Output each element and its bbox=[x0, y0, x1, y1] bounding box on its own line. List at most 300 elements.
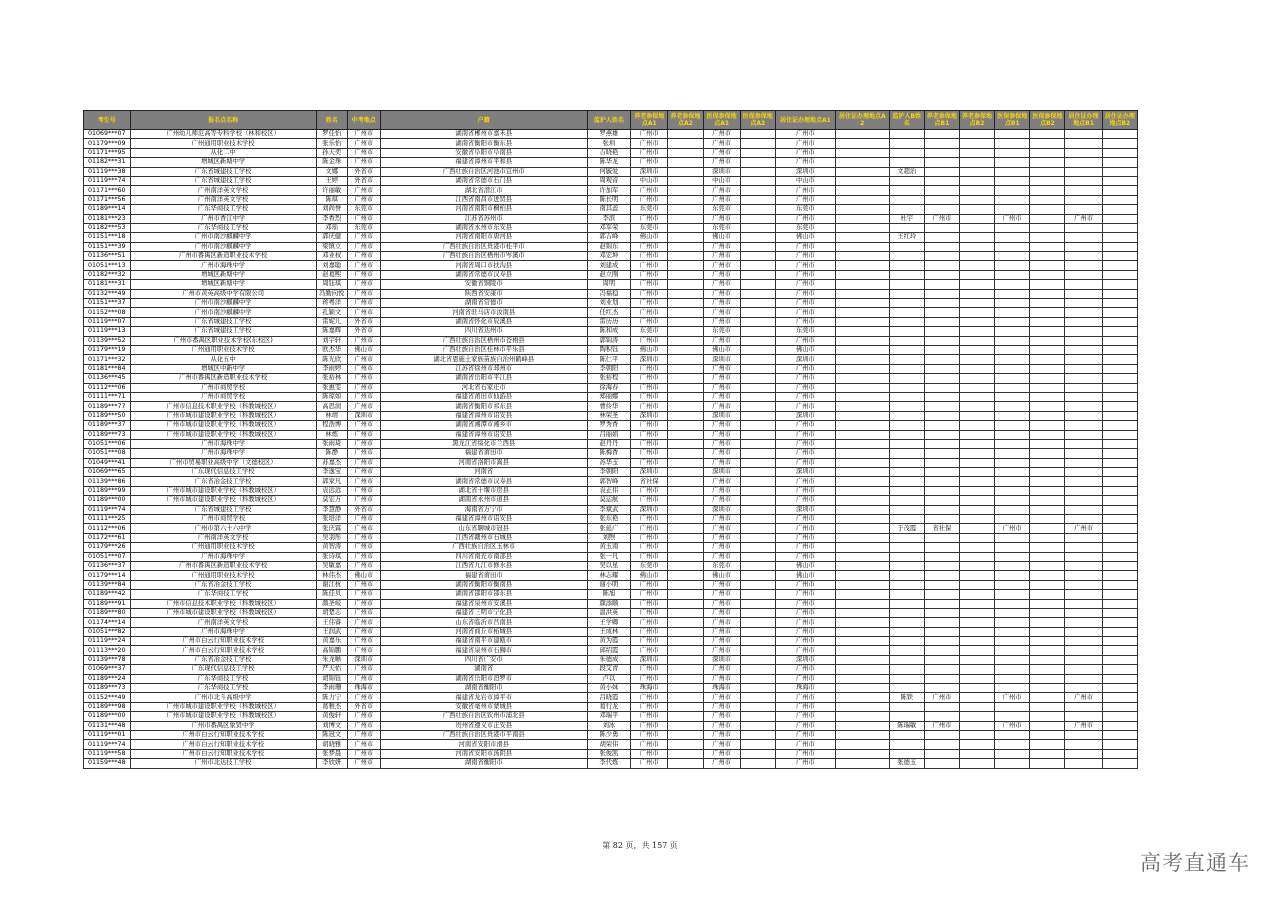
table-cell bbox=[995, 336, 1030, 345]
table-cell: 广州市 bbox=[347, 468, 380, 477]
table-cell bbox=[1030, 561, 1065, 570]
table-cell: 广州市 bbox=[775, 299, 835, 308]
table-cell: 广州市 bbox=[347, 261, 380, 270]
table-cell bbox=[924, 289, 959, 298]
table-cell: 广州市 bbox=[775, 637, 835, 646]
table-cell: 广州市 bbox=[347, 364, 380, 373]
table-cell bbox=[835, 496, 889, 505]
table-cell: 广州市 bbox=[631, 759, 668, 768]
table-cell: 广州市 bbox=[703, 402, 740, 411]
table-cell: 陈旭 bbox=[587, 590, 630, 599]
table-cell: 省社保 bbox=[924, 524, 959, 533]
table-cell bbox=[740, 176, 775, 185]
table-cell: 安徽省阜阳市阜南县 bbox=[380, 148, 587, 157]
table-cell: 南其蕊 bbox=[587, 205, 630, 214]
table-cell: 深圳市 bbox=[631, 655, 668, 664]
table-cell: 01182***31 bbox=[84, 158, 131, 167]
table-row bbox=[84, 280, 1138, 289]
table-cell bbox=[924, 205, 959, 214]
table-cell: 广州市 bbox=[775, 421, 835, 430]
table-cell: 广州市 bbox=[631, 524, 668, 533]
table-cell bbox=[740, 430, 775, 439]
table-cell: 广州市 bbox=[703, 252, 740, 261]
table-cell: 广州市 bbox=[631, 449, 668, 458]
table-cell: 广州市商贸学校 bbox=[130, 383, 316, 392]
table-cell: 湖南省常德市汉寿县 bbox=[380, 270, 587, 279]
table-cell: 广州市 bbox=[703, 533, 740, 542]
table-cell: 李代炼 bbox=[587, 759, 630, 768]
table-cell: 广西壮族自治区河池市宜州市 bbox=[380, 167, 587, 176]
table-cell: 陈少勇 bbox=[587, 731, 630, 740]
table-cell: 01119***01 bbox=[84, 731, 131, 740]
table-cell: 广州市 bbox=[703, 261, 740, 270]
table-cell: 东莞市 bbox=[631, 223, 668, 232]
table-row bbox=[84, 176, 1138, 185]
table-cell: 李斌武 bbox=[587, 505, 630, 514]
table-cell bbox=[1030, 749, 1065, 758]
table-cell bbox=[889, 608, 924, 617]
table-cell: 陈华龙 bbox=[587, 158, 630, 167]
table-cell bbox=[1102, 571, 1137, 580]
table-cell: 01131***48 bbox=[84, 721, 131, 730]
table-cell bbox=[835, 392, 889, 401]
table-cell: 河南省周口市扶沟县 bbox=[380, 261, 587, 270]
table-cell bbox=[835, 402, 889, 411]
table-cell: 中山市 bbox=[703, 176, 740, 185]
table-cell: 广州市 bbox=[703, 195, 740, 204]
table-cell: 广州市 bbox=[703, 740, 740, 749]
table-cell: 广东华商技工学校 bbox=[130, 223, 316, 232]
table-cell: 01049***41 bbox=[84, 458, 131, 467]
table-cell bbox=[889, 355, 924, 364]
table-cell bbox=[889, 439, 924, 448]
table-cell bbox=[889, 317, 924, 326]
table-cell: 广州市番禺区新造职业技术学校 bbox=[130, 561, 316, 570]
table-cell: 赵丹丹 bbox=[587, 439, 630, 448]
table-cell: 广州市 bbox=[347, 214, 380, 223]
table-cell bbox=[995, 261, 1030, 270]
table-cell: 颜添顺 bbox=[587, 599, 630, 608]
table-cell: 河南省南阳市桐柏县 bbox=[380, 205, 587, 214]
table-cell: 广州市海珠中学 bbox=[130, 552, 316, 561]
table-cell: 蒋粤洋 bbox=[316, 299, 347, 308]
table-cell: 广州市海珠中学 bbox=[130, 261, 316, 270]
table-cell: 01151***37 bbox=[84, 299, 131, 308]
table-cell: 广州市 bbox=[703, 731, 740, 740]
table-cell bbox=[959, 261, 994, 270]
table-cell: 广州市 bbox=[347, 533, 380, 542]
table-cell: 01179***09 bbox=[84, 139, 131, 148]
table-cell bbox=[1102, 280, 1137, 289]
table-cell bbox=[889, 345, 924, 354]
table-cell bbox=[1030, 421, 1065, 430]
table-cell: 外省市 bbox=[347, 702, 380, 711]
table-cell bbox=[1030, 364, 1065, 373]
table-cell bbox=[668, 749, 703, 758]
table-cell: 东莞市 bbox=[347, 205, 380, 214]
table-cell: 广东省城建技工学校 bbox=[130, 317, 316, 326]
table-cell bbox=[740, 571, 775, 580]
table-cell bbox=[740, 327, 775, 336]
table-cell bbox=[668, 571, 703, 580]
table-cell: 广州市番禺区象贤中学 bbox=[130, 721, 316, 730]
table-cell: 广州市 bbox=[631, 392, 668, 401]
column-header: 养老参保地点B2 bbox=[959, 111, 994, 130]
table-cell bbox=[1030, 524, 1065, 533]
table-cell bbox=[740, 167, 775, 176]
table-cell bbox=[740, 261, 775, 270]
column-header: 医保参保地点B1 bbox=[995, 111, 1030, 130]
table-cell: 01189***77 bbox=[84, 402, 131, 411]
table-cell bbox=[1030, 759, 1065, 768]
table-cell bbox=[1030, 308, 1065, 317]
table-cell: 广州市城市建设职业学校（科教城校区） bbox=[130, 702, 316, 711]
table-cell bbox=[924, 176, 959, 185]
table-cell bbox=[1030, 618, 1065, 627]
table-cell: 高思润 bbox=[316, 402, 347, 411]
table-cell bbox=[1065, 515, 1102, 524]
table-cell: 广州市 bbox=[775, 130, 835, 139]
table-cell bbox=[740, 233, 775, 242]
table-cell bbox=[740, 505, 775, 514]
table-cell bbox=[740, 486, 775, 495]
table-cell: 01136***37 bbox=[84, 561, 131, 570]
table-cell: 赵立刚 bbox=[587, 270, 630, 279]
table-cell: 陈力宁 bbox=[316, 693, 347, 702]
table-cell: 高锦鹏 bbox=[316, 646, 347, 655]
table-cell: 广州市 bbox=[703, 392, 740, 401]
table-cell: 河南省南阳市唐河县 bbox=[380, 233, 587, 242]
table-cell bbox=[1065, 411, 1102, 420]
table-cell: 李雨珊 bbox=[316, 684, 347, 693]
table-cell: 广州市 bbox=[631, 261, 668, 270]
table-cell bbox=[835, 468, 889, 477]
table-cell bbox=[1102, 665, 1137, 674]
table-cell bbox=[1102, 524, 1137, 533]
table-cell: 01051***82 bbox=[84, 627, 131, 636]
table-cell bbox=[1030, 411, 1065, 420]
table-cell bbox=[1065, 608, 1102, 617]
table-cell: 广州市 bbox=[775, 261, 835, 270]
table-cell bbox=[889, 543, 924, 552]
table-cell: 01051***07 bbox=[84, 552, 131, 561]
table-cell bbox=[740, 702, 775, 711]
table-cell: 河南省驻马店市汝南县 bbox=[380, 308, 587, 317]
table-cell bbox=[1065, 599, 1102, 608]
table-cell bbox=[889, 571, 924, 580]
table-cell: 广州市 bbox=[631, 430, 668, 439]
table-cell bbox=[1102, 608, 1137, 617]
table-cell: 广州市 bbox=[775, 139, 835, 148]
table-cell: 郭家凡 bbox=[316, 477, 347, 486]
table-cell: 陈仁平 bbox=[587, 355, 630, 364]
table-cell bbox=[1065, 167, 1102, 176]
table-cell bbox=[740, 580, 775, 589]
table-cell bbox=[924, 486, 959, 495]
table-cell: 广州市北斗高级中学 bbox=[130, 693, 316, 702]
table-cell bbox=[995, 731, 1030, 740]
table-cell bbox=[959, 552, 994, 561]
table-cell: 01136***45 bbox=[84, 374, 131, 383]
table-cell: 广州市 bbox=[631, 308, 668, 317]
table-cell: 广州幼儿师范高等专科学校（林和校区） bbox=[130, 130, 316, 139]
table-cell: 广东省城建技工学校 bbox=[130, 167, 316, 176]
table-row bbox=[84, 449, 1138, 458]
table-cell bbox=[959, 637, 994, 646]
table-cell bbox=[1030, 195, 1065, 204]
table-cell: 安徽省亳州市蒙城县 bbox=[380, 702, 587, 711]
table-cell bbox=[959, 383, 994, 392]
table-cell: 广州市城市建设职业学校（科教城校区） bbox=[130, 421, 316, 430]
table-cell: 广州市 bbox=[775, 392, 835, 401]
table-cell bbox=[1065, 533, 1102, 542]
table-cell bbox=[889, 308, 924, 317]
table-cell bbox=[924, 637, 959, 646]
table-row bbox=[84, 242, 1138, 251]
table-cell: 曹伶华 bbox=[587, 402, 630, 411]
table-cell: 陈琼如 bbox=[316, 392, 347, 401]
table-cell: 广州市 bbox=[775, 402, 835, 411]
table-cell bbox=[1030, 214, 1065, 223]
table-cell bbox=[889, 289, 924, 298]
table-cell bbox=[1065, 496, 1102, 505]
table-cell bbox=[1065, 139, 1102, 148]
table-cell bbox=[740, 439, 775, 448]
table-row bbox=[84, 345, 1138, 354]
table-cell bbox=[835, 205, 889, 214]
table-cell bbox=[995, 223, 1030, 232]
table-cell: 广州市 bbox=[703, 674, 740, 683]
table-cell bbox=[959, 242, 994, 251]
table-cell: 广州市 bbox=[631, 158, 668, 167]
table-cell: 胡锦钰 bbox=[316, 674, 347, 683]
table-cell bbox=[668, 721, 703, 730]
table-cell: 广州市 bbox=[775, 627, 835, 636]
table-cell: 广州市番禺区新造职业技术学校 bbox=[130, 374, 316, 383]
table-cell bbox=[924, 552, 959, 561]
table-cell bbox=[995, 411, 1030, 420]
table-cell bbox=[924, 139, 959, 148]
table-cell bbox=[1102, 552, 1137, 561]
table-cell bbox=[1102, 684, 1137, 693]
table-cell bbox=[1102, 477, 1137, 486]
table-cell: 广州市 bbox=[775, 449, 835, 458]
table-cell: 广东省城建技工学校 bbox=[130, 176, 316, 185]
table-cell: 广州市 bbox=[703, 430, 740, 439]
table-cell bbox=[1102, 364, 1137, 373]
table-cell: 广州市 bbox=[631, 486, 668, 495]
table-cell bbox=[1030, 515, 1065, 524]
table-cell: 东莞市 bbox=[775, 223, 835, 232]
table-row bbox=[84, 130, 1138, 139]
table-cell bbox=[889, 205, 924, 214]
table-cell bbox=[1030, 496, 1065, 505]
table-row bbox=[84, 402, 1138, 411]
table-cell bbox=[1102, 740, 1137, 749]
table-cell: 广州市 bbox=[631, 374, 668, 383]
table-cell bbox=[835, 515, 889, 524]
table-cell bbox=[1102, 505, 1137, 514]
table-cell bbox=[959, 280, 994, 289]
table-cell bbox=[1065, 270, 1102, 279]
table-cell: 胡楚志 bbox=[316, 608, 347, 617]
table-cell: 广州市 bbox=[703, 477, 740, 486]
table-cell bbox=[924, 533, 959, 542]
table-cell bbox=[959, 345, 994, 354]
table-cell bbox=[740, 299, 775, 308]
table-cell bbox=[924, 392, 959, 401]
table-cell: 广州市 bbox=[631, 289, 668, 298]
table-cell bbox=[740, 411, 775, 420]
table-cell: 01189***98 bbox=[84, 702, 131, 711]
table-cell bbox=[835, 148, 889, 157]
table-cell: 广州市 bbox=[775, 364, 835, 373]
table-cell: 广州市 bbox=[631, 186, 668, 195]
table-cell: 山东省聊城市冠县 bbox=[380, 524, 587, 533]
table-cell bbox=[668, 552, 703, 561]
table-cell: 广州通用职业技术学校 bbox=[130, 571, 316, 580]
table-cell bbox=[835, 674, 889, 683]
table-row bbox=[84, 439, 1138, 448]
table-cell bbox=[740, 646, 775, 655]
table-row bbox=[84, 223, 1138, 232]
table-cell bbox=[889, 702, 924, 711]
table-cell bbox=[668, 195, 703, 204]
table-cell bbox=[1065, 749, 1102, 758]
table-row bbox=[84, 468, 1138, 477]
table-cell bbox=[835, 477, 889, 486]
table-cell bbox=[889, 515, 924, 524]
table-cell: 广州市 bbox=[347, 458, 380, 467]
table-cell: 吴敏嘉 bbox=[316, 561, 347, 570]
table-cell: 段艾青 bbox=[587, 665, 630, 674]
table-cell: 王润武 bbox=[316, 627, 347, 636]
table-cell: 广州市 bbox=[631, 608, 668, 617]
table-cell bbox=[959, 336, 994, 345]
table-cell bbox=[1102, 148, 1137, 157]
table-cell: 刘尚誉 bbox=[316, 205, 347, 214]
table-cell: 湖南省常德市石门县 bbox=[380, 176, 587, 185]
table-cell bbox=[924, 759, 959, 768]
table-cell: 广州市商贸学校 bbox=[130, 515, 316, 524]
table-cell: 广州市 bbox=[347, 270, 380, 279]
table-cell: 谢小明 bbox=[587, 580, 630, 589]
table-cell: 欧杰华 bbox=[316, 345, 347, 354]
table-cell bbox=[1065, 740, 1102, 749]
table-cell: 广州市 bbox=[703, 148, 740, 157]
table-cell bbox=[835, 355, 889, 364]
table-cell bbox=[835, 561, 889, 570]
table-cell bbox=[959, 252, 994, 261]
table-row bbox=[84, 458, 1138, 467]
table-cell bbox=[835, 637, 889, 646]
table-row bbox=[84, 148, 1138, 157]
table-cell: 广州市 bbox=[775, 740, 835, 749]
table-cell bbox=[959, 533, 994, 542]
table-cell bbox=[1065, 684, 1102, 693]
table-cell: 深圳市 bbox=[775, 355, 835, 364]
table-cell: 广州市城市建设职业学校（科教城校区） bbox=[130, 608, 316, 617]
table-cell: 黄为霞 bbox=[587, 637, 630, 646]
table-cell bbox=[995, 392, 1030, 401]
table-cell: 广州市南沙麒麟中学 bbox=[130, 308, 316, 317]
table-cell bbox=[740, 543, 775, 552]
table-cell bbox=[959, 655, 994, 664]
table-cell bbox=[924, 327, 959, 336]
table-cell bbox=[740, 561, 775, 570]
table-cell: 广州市 bbox=[347, 608, 380, 617]
table-cell: 广州市 bbox=[347, 552, 380, 561]
table-cell: 深圳市 bbox=[703, 167, 740, 176]
table-cell bbox=[959, 449, 994, 458]
table-cell bbox=[1102, 411, 1137, 420]
table-cell: 广东现代信息技工学校 bbox=[130, 468, 316, 477]
table-cell: 广州市 bbox=[631, 458, 668, 467]
table-cell bbox=[959, 195, 994, 204]
table-cell bbox=[740, 608, 775, 617]
table-cell: 01179***26 bbox=[84, 543, 131, 552]
table-cell: 湖北省潜江市 bbox=[380, 186, 587, 195]
table-cell: 广州市 bbox=[775, 543, 835, 552]
table-cell bbox=[889, 749, 924, 758]
table-cell bbox=[995, 242, 1030, 251]
table-cell: 福建省泉州市石狮市 bbox=[380, 646, 587, 655]
table-cell bbox=[668, 411, 703, 420]
table-cell bbox=[668, 505, 703, 514]
table-cell bbox=[1030, 468, 1065, 477]
table-cell: 广州市 bbox=[631, 627, 668, 636]
table-cell: 袁正伟 bbox=[587, 486, 630, 495]
table-cell bbox=[835, 252, 889, 261]
table-cell bbox=[740, 674, 775, 683]
table-cell bbox=[889, 252, 924, 261]
table-cell bbox=[835, 759, 889, 768]
table-cell: 01119***38 bbox=[84, 167, 131, 176]
table-cell bbox=[668, 158, 703, 167]
table-cell bbox=[889, 421, 924, 430]
table-cell: 广州市 bbox=[631, 299, 668, 308]
table-cell: 01189***00 bbox=[84, 496, 131, 505]
table-cell bbox=[995, 158, 1030, 167]
table-cell bbox=[959, 421, 994, 430]
table-cell bbox=[924, 130, 959, 139]
table-cell: 深圳市 bbox=[775, 505, 835, 514]
table-cell bbox=[1102, 195, 1137, 204]
table-cell bbox=[835, 158, 889, 167]
table-cell: 广州市 bbox=[631, 139, 668, 148]
table-cell bbox=[740, 618, 775, 627]
table-cell bbox=[959, 571, 994, 580]
table-cell: 刘宇轩 bbox=[316, 336, 347, 345]
table-cell bbox=[740, 477, 775, 486]
table-cell: 广州市南沙麒麟中学 bbox=[130, 299, 316, 308]
table-row bbox=[84, 430, 1138, 439]
table-cell bbox=[740, 186, 775, 195]
table-cell bbox=[1065, 702, 1102, 711]
table-row bbox=[84, 233, 1138, 242]
table-cell bbox=[995, 252, 1030, 261]
table-cell: 湖南省衡阳市衡南县 bbox=[380, 580, 587, 589]
table-cell: 广东省冶金技工学校 bbox=[130, 477, 316, 486]
table-cell: 东莞市 bbox=[631, 561, 668, 570]
table-cell: 张裕林 bbox=[316, 374, 347, 383]
table-cell bbox=[740, 130, 775, 139]
table-cell bbox=[889, 618, 924, 627]
table-cell bbox=[1065, 308, 1102, 317]
table-cell bbox=[1102, 421, 1137, 430]
table-cell bbox=[1102, 731, 1137, 740]
table-cell bbox=[995, 148, 1030, 157]
